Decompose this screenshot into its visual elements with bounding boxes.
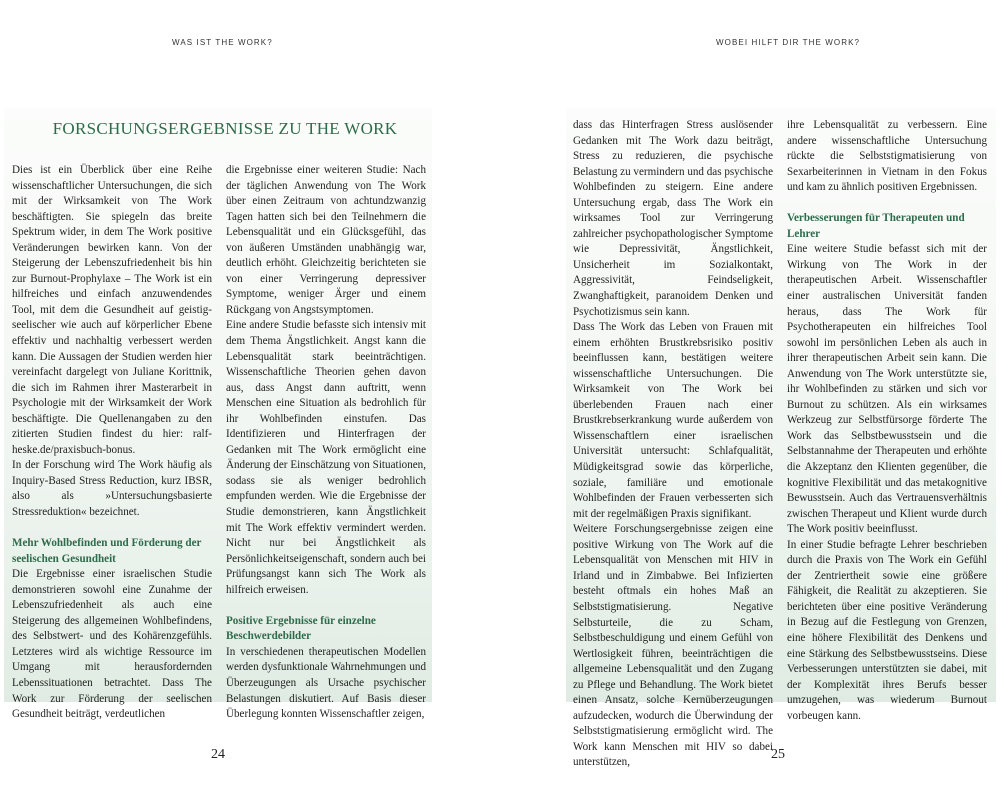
right-page-number: 25 bbox=[771, 747, 785, 762]
left-column-1 bbox=[12, 163, 212, 723]
left-running-head: WAS IST THE WORK? bbox=[172, 38, 273, 47]
paragraph: In einer Studie befragte Lehrer beschrieben durch die Praxis von The Work ein Gefühl der Zentriertheit sowie eine größere Fähigkeit, die Realität zu akzeptieren. Sie berichteten über eine positive Veränderung in Bezug auf die Festlegung von Grenzen, eine höhere Flexibilität des Denkens und eine Stärkung des Selbstbewusstseins. Diese Verbesserungen unterstützten sie dabei, mit der Komplexität ihres Berufs besser umzugehen, was wiederum Burnout vorbeugen kann. bbox=[787, 538, 987, 722]
paragraph: Dass The Work das Leben von Frauen mit einem erhöhten Brustkrebsrisiko positiv beeinflussen kann, bestätigen weitere wissenschaftliche Untersuchungen. Die Wirksamkeit von The Work bei überlebenden Frauen nach einer Brustkrebserkrankung wurde außerdem von Wissenschaftlern einer israelischen Universität untersucht: Schlafqualität, Müdigkeitsgrad sowie das körperliche, soziale, familiäre und emotionale Wohlbefinden der Frauen verbesserten sich mit der regelmäßigen Praxis signifikant. bbox=[573, 321, 773, 520]
subheading: Mehr Wohlbefinden und Förderung der seelischen Gesundheit bbox=[12, 537, 202, 565]
section-heading: FORSCHUNGSERGEBNISSE ZU THE WORK bbox=[52, 119, 398, 138]
subheading: Verbesserungen für Therapeuten und Lehrer bbox=[787, 212, 965, 240]
paragraph: ihre Lebensqualität zu verbessern. Eine andere wissenschaftliche Untersuchung rückte die Selbststigmatisierung von Sexarbeiterinnen in Vietnam in den Fokus und kam zu ähnlich positiven Ergebnissen. bbox=[787, 119, 987, 194]
paragraph: In der Forschung wird The Work häufig als Inquiry-Based Stress Reduction, kurz IBSR, also als »Untersuchungsbasierte Stressreduktion« bezeichnet. bbox=[12, 459, 212, 519]
right-column-2 bbox=[787, 118, 987, 724]
paragraph: Eine weitere Studie befasst sich mit der Wirkung von The Work in der therapeutischen Arbeit. Wissenschaftler einer australischen Universität fanden heraus, dass The Work für Psychotherapeuten ein hilfreiches Tool sowohl im persönlichen Leben als auch in ihrer therapeutischen Arbeit sein kann. Die Anwendung von The Work unterstützte sie, ihr Wohlbefinden zu stärken und sich vor Burnout zu schützen. Als ein wirksames Werkzeug zur Selbstfürsorge förderte The Work das Selbstbewusstsein und die Selbstannahme der Therapeuten und erhöhte die Akzeptanz den Klienten gegenüber, die kognitive Flexibilität und das metakognitive Bewusstsein. Auch das Vertrauensverhältnis zwischen Therapeut und Klient wurde durch The Work positiv beeinflusst. bbox=[787, 243, 987, 536]
right-running-head: WOBEI HILFT DIR THE WORK? bbox=[716, 38, 861, 47]
paragraph: Die Ergebnisse einer israelischen Studie demonstrieren sowohl eine Zunahme der Lebenszufriedenheit als auch eine Steigerung des allgemeinen Wohlbefindens, des Selbstwert- und des Kohärenzgefühls. Letzteres wird als wichtige Ressource im Umgang mit herausfordernden Lebenssituationen betrachtet. Dass The Work zur Förderung der seelischen Gesundheit beiträgt, verdeutlichen bbox=[12, 568, 212, 721]
paragraph: In verschiedenen therapeutischen Modellen werden dysfunktionale Wahrnehmungen und Überzeugungen als Ursache psychischer Belastungen diskutiert. Auf Basis dieser Überlegung konnten Wissenschaftler zeigen, bbox=[226, 645, 426, 721]
subheading: Positive Ergebnisse für einzelne Beschwerdebilder bbox=[226, 614, 376, 643]
paragraph: die Ergebnisse einer weiteren Studie: Nach der täglichen Anwendung von The Work über einen Zeitraum von achtundzwanzig Tagen hatten sich bei den Teilnehmern die Lebensqualität und ein Glücksgefühl, das von äußeren Umständen unabhängig war, deutlich erhöht. Gleichzeitig berichteten sie von einer Verringerung depressiver Symptome, weniger Ärger und einem Rückgang von Angstsymptomen. bbox=[226, 164, 426, 316]
paragraph: Eine andere Studie befasste sich intensiv mit dem Thema Ängstlichkeit. Angst kann die Lebensqualität stark beeinträchtigen. Wissenschaftliche Theorien gehen davon aus, dass Angst dann auftritt, wenn Menschen eine Situation als bedrohlich für ihr Wohlbefinden einstufen. Das Identifizieren und Hinterfragen der Gedanken mit The Work ermöglicht eine Änderung der Einschätzung von Situationen, sodass sie als weniger bedrohlich empfunden werden. Wie die Ergebnisse der Studie demonstrieren, kann Ängstlichkeit mit The Work effektiv vermindert werden. Nicht nur bei Ängstlichkeit als Persönlichkeitseigenschaft, sondern auch bei Prüfungsangst kann sich The Work als hilfreich erweisen. bbox=[226, 319, 426, 596]
left-column-2 bbox=[226, 163, 426, 723]
paragraph: Dies ist ein Überblick über eine Reihe wissenschaftlicher Untersuchungen, die sich mit der Wirksamkeit von The Work beschäftigten. Sie spiegeln das breite Spektrum wider, in dem The Work positive Veränderungen bewirken kann. Von der Steigerung der Lebenszufriedenheit bis hin zur Burnout-Prophylaxe – The Work ist ein hilfreiches und einfach anzuwendendes Tool, mit dem die Gesundheit auf geistig-seelischer wie auch auf körperlicher Ebene effektiv und nachhaltig verbessert werden kann. Die Aussagen der Studien werden hier vereinfacht dargelegt von Juliane Korittnik, die sich im Rahmen ihrer Masterarbeit in Psychologie mit der Wirksamkeit der Work beschäftigte. Die Quellenangaben zu den zitierten Studien findest du hier: ralf-heske.de/praxisbuch-bonus. bbox=[12, 164, 212, 456]
left-page-number: 24 bbox=[211, 747, 225, 762]
paragraph: dass das Hinterfragen Stress auslösender Gedanken mit The Work dazu beiträgt, Stress zu reduzieren, die psychische Belastung zu vermindern und das psychische Wohlbefinden zu steigern. Eine andere Untersuchung ergab, dass The Work ein wirksames Tool zur Verringerung zahlreicher psychopathologischer Symptome wie Depressivität, Ängstlichkeit, Unsicherheit im Sozialkontakt, Aggressivität, Feindseligkeit, Zwanghaftigkeit, paranoidem Denken und Psychotizismus sein kann. bbox=[573, 119, 773, 318]
paragraph: Weitere Forschungsergebnisse zeigen eine positive Wirkung von The Work auf die Lebensqualität von Menschen mit HIV in Irland und in Zimbabwe. Bei Infizierten besteht oftmals ein hohes Maß an Selbststigmatisierung. Negative Selbsturteile, die zu Scham, Selbstbeschuldigung und einem Gefühl von Wertlosigkeit führen, beeinträchtigen die allgemeine Lebensqualität und den Zugang zu Pflege und Behandlung. The Work bietet einen Ansatz, solche Kernüberzeugungen aufzudecken, wodurch die Überwindung der Selbststigmatisierung ermöglicht wird. The Work kann Menschen mit HIV so dabei unterstützen, bbox=[573, 523, 773, 769]
right-column-1 bbox=[573, 118, 773, 771]
